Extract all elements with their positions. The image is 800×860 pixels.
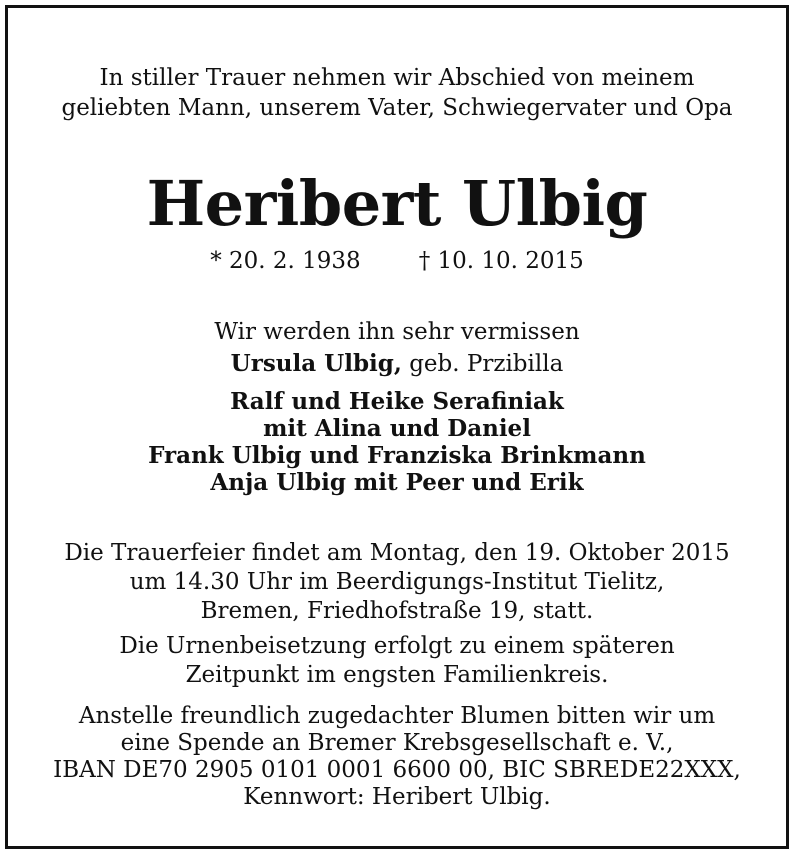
deceased-name: Heribert Ulbig — [146, 167, 648, 240]
widow-line — [8, 349, 786, 379]
intro-line-1: In stiller Trauer nehmen wir Abschied von meinem — [99, 65, 695, 91]
urn-line-1: Die Urnenbeisetzung erfolgt zu einem späteren — [119, 633, 675, 659]
intro-text — [8, 63, 786, 123]
intro-line-2: geliebten Mann, unserem Vater, Schwiegervater und Opa — [61, 95, 733, 121]
ceremony-info — [8, 539, 786, 626]
death-date: † 10. 10. 2015 — [418, 248, 584, 274]
life-dates — [8, 246, 786, 276]
widow-name: Ursula Ulbig, — [230, 350, 402, 377]
family-line-4: Anja Ulbig mit Peer und Erik — [210, 469, 584, 496]
ceremony-line-3: Bremen, Friedhofstraße 19, statt. — [200, 598, 594, 624]
family-line-1: Ralf und Heike Serafiniak — [230, 388, 564, 415]
family-list — [8, 388, 786, 496]
donation-line-3: IBAN DE70 2905 0101 0001 6600 00, BIC SBREDE22XXX, — [53, 757, 741, 783]
family-line-2: mit Alina und Daniel — [263, 415, 531, 442]
donation-line-1: Anstelle freundlich zugedachter Blumen bitten wir um — [78, 703, 716, 729]
obituary-content — [8, 8, 786, 846]
birth-date: * 20. 2. 1938 — [210, 248, 361, 274]
urn-burial-info — [8, 632, 786, 690]
ceremony-line-1: Die Trauerfeier findet am Montag, den 19. Oktober 2015 — [64, 540, 730, 566]
ceremony-line-2: um 14.30 Uhr im Beerdigungs-Institut Tielitz, — [129, 569, 665, 595]
mourners-intro: Wir werden ihn sehr vermissen — [214, 319, 580, 345]
family-line-3: Frank Ulbig und Franziska Brinkmann — [148, 442, 646, 469]
widow-maiden-name: geb. Przibilla — [409, 351, 564, 377]
donation-info — [8, 703, 786, 811]
donation-line-4: Kennwort: Heribert Ulbig. — [243, 784, 551, 810]
obituary-frame — [5, 5, 789, 849]
urn-line-2: Zeitpunkt im engsten Familienkreis. — [185, 662, 609, 688]
donation-line-2: eine Spende an Bremer Krebsgesellschaft e. V., — [120, 730, 674, 756]
